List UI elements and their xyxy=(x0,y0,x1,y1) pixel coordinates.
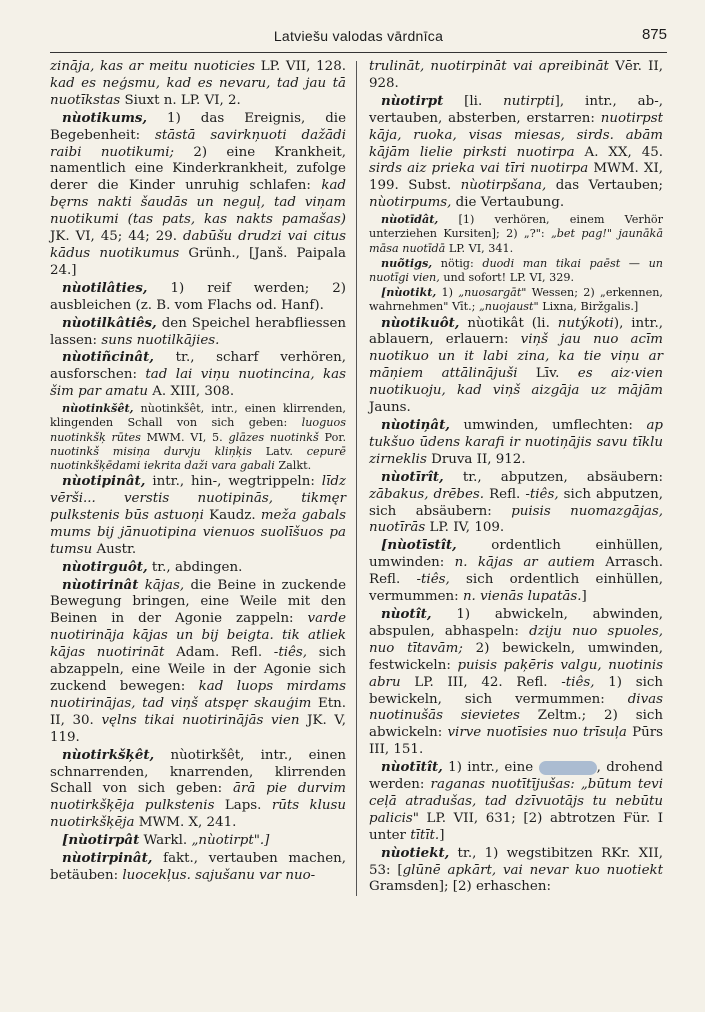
definition-text: Arrasch. Refl. xyxy=(369,555,663,588)
example-text: tad lai viņu nuotincina, kas šim par amatu xyxy=(50,367,346,400)
dictionary-entry xyxy=(369,93,663,212)
definition-text: A. XX, 45. xyxy=(574,144,663,160)
example-text: ārā pie durvim nuotirkšķēja pulkstenis xyxy=(50,781,346,814)
headword: nùotīrît, xyxy=(381,468,444,485)
example-text: nuotirpst kāja, ruoka, visas miesas, sirds. abām kājām lielie pirksti nuotirpa xyxy=(369,110,663,160)
headword: nùotirpt xyxy=(381,92,444,109)
dictionary-entry xyxy=(369,417,663,469)
headword: nuõtigs, xyxy=(381,255,433,270)
example-text: glūnē apkārt, vai nevar kuo nuotiekt xyxy=(402,862,663,878)
example-text: cepurē nuotinkšķēdami iekrita daži vara gabali xyxy=(50,444,346,472)
example-text: kad luops mirdams nuotirinājas, tad viņš atspęr skauģim xyxy=(50,679,346,711)
example-text: n. kājas ar autiem xyxy=(454,555,595,571)
example-text: tītīt. xyxy=(410,827,440,843)
definition-text: Adam. Refl. xyxy=(164,645,274,661)
headword: nùotītît, xyxy=(381,759,443,776)
definition-text: Vēr. II, 928. xyxy=(369,59,663,91)
definition-text: tr., abputzen, absäubern: xyxy=(443,469,663,485)
example-text: vęlns tikai nuotirinājās vien xyxy=(101,712,300,728)
dictionary-entry xyxy=(50,559,346,577)
definition-text: Austr. xyxy=(92,541,137,557)
dictionary-entry xyxy=(50,577,346,747)
dictionary-entry xyxy=(369,285,663,314)
headword: nùotinkšêt, xyxy=(62,401,134,416)
definition-text: tr., scharf verhören, ausforschen: xyxy=(50,350,346,383)
dictionary-entry xyxy=(50,473,346,559)
example-text: zināja, kas ar meitu nuoticies xyxy=(50,59,256,74)
example-text: meža gabals mums bij jānuotipina vienuos suolīšuos pa tumsu xyxy=(50,507,346,557)
definition-text: ] xyxy=(581,589,587,605)
dictionary-entry xyxy=(369,759,663,845)
dictionary-entry xyxy=(50,850,346,885)
definition-text: Lixna, Biržgalis.] xyxy=(538,300,639,314)
headword: nùotiñcinât, xyxy=(62,349,154,366)
definition-text: tr., abdingen. xyxy=(147,559,243,575)
headword: nùotiekt, xyxy=(381,844,450,861)
definition-text: Jauns. xyxy=(369,400,411,416)
headword: nùotilâties, xyxy=(62,279,148,296)
definition-text: LP. VII, 128. xyxy=(255,59,346,74)
definition-text: 1) intr., eine xyxy=(442,760,539,776)
definition-text: Etn. II, 30. xyxy=(50,695,346,728)
left-column xyxy=(50,59,352,896)
headword: [nùotīstît, xyxy=(381,537,457,554)
example-text: rūts klusu nuotirkšķēja xyxy=(50,798,346,831)
dictionary-page xyxy=(0,12,705,1012)
definition-text: nùotikât (li. xyxy=(459,315,558,331)
example-text: dziju nuo spuoles, nuo tītavām; xyxy=(369,623,663,656)
definition-text: die Vertaubung. xyxy=(451,195,565,211)
dictionary-entry xyxy=(50,401,346,473)
example-text: puisis paķēris valgu, nuotinis abru xyxy=(369,657,663,690)
example-text: „bet pag!" jaunākā māsa nuotīdā xyxy=(369,227,663,255)
definition-text: 1) abwickeln, abwinden, abspulen, abhaspeln: xyxy=(369,606,663,639)
example-text: nùotirpšana, xyxy=(460,178,547,194)
example-text: divas nuotinušās sievietes xyxy=(369,691,663,724)
example-text: -tiês, xyxy=(416,572,450,588)
column-divider xyxy=(356,61,357,896)
example-text: -tiês, xyxy=(273,645,308,661)
example-text: kad es neģsmu, kad es nevaru, tad jau tā nuotīkstas xyxy=(50,75,346,108)
right-column xyxy=(361,59,663,896)
headword: nùotirinât xyxy=(62,576,139,593)
definition-text: Latv. xyxy=(251,444,307,458)
dictionary-entry xyxy=(369,212,663,256)
example-text: stāstā savirkņuoti dažādi raibi nuotikumi; xyxy=(50,127,346,160)
definition-text: umwinden, umflechten: xyxy=(449,418,647,434)
dictionary-entry xyxy=(50,349,346,401)
example-text: „nùotirpt".] xyxy=(191,833,270,849)
definition-text: JK. V, 119. xyxy=(50,712,346,745)
definition-text: sich abputzen, sich absäubern: xyxy=(369,486,663,519)
definition-text: 1) reif werden; 2) ausbleichen (z. B. vom Flachs od. Hanf). xyxy=(50,280,346,313)
definition-text: nùotinkšêt, intr., einen klirrenden, klingenden Schall von sich geben: xyxy=(50,402,346,430)
page-header xyxy=(50,12,667,53)
dictionary-entry xyxy=(50,59,346,110)
definition-text: Gramsden]; [2) erhaschen: xyxy=(369,879,551,895)
definition-text: [1) verhören, einem Verhör unterziehen Kursiten]; 2) „?": xyxy=(369,213,663,241)
headword: nùotipinât, xyxy=(62,473,146,490)
dictionary-entry xyxy=(369,606,663,759)
dictionary-entry xyxy=(369,537,663,606)
headword: nùotīdât, xyxy=(381,212,439,227)
definition-text: das Vertauben; xyxy=(546,178,663,194)
dictionary-entry xyxy=(369,845,663,897)
definition-text: nötig: xyxy=(432,256,483,270)
example-text: raganas nuotītījušas: „būtum tevi ceļā atradušas, tad dzīvuotājs tu nebūtu palicis" xyxy=(369,777,663,826)
definition-text: LP. VII, 631; [2) abtrotzen Für. I unter xyxy=(369,810,663,843)
definition-text: 2) eine Krankheit, namentlich eine Kinderkrankheit, zufolge derer die Kinder unruhig schlafen: xyxy=(50,144,347,194)
example-text: līdz vērši... verstis nuotipinās, tikmęr pulkstenis būs astuoņi xyxy=(50,474,346,523)
headword: nùotiņât, xyxy=(381,417,450,434)
example-text: varde nuotirināja kājas un bij beigta. tik atliek kājas nuotirināt xyxy=(50,611,346,661)
headword: [nùotikt, xyxy=(381,285,437,300)
example-text: nuotinkš misiņa durvju kliņķis xyxy=(50,444,252,458)
headword: nùotît, xyxy=(381,605,432,622)
example-text: kad bęrns nakti šaudās un neguļ, tad viņam nuotikumi (tas pats, kas nakts pamašas) xyxy=(50,178,346,228)
definition-text: Grünh., [Janš. Paipala 24.] xyxy=(50,245,347,278)
definition-text: tr., 1) wegstibitzen RKr. XII, 53: [ xyxy=(369,845,663,878)
page-number: 875 xyxy=(641,26,667,43)
running-title: Latviešu valodas vārdnīca xyxy=(273,28,444,44)
headword: [nùotirpât xyxy=(62,832,140,849)
definition-text: 1) sich bewickeln, sich vermummen: xyxy=(369,674,663,707)
definition-text: fakt., vertauben machen, betäuben: xyxy=(50,851,346,883)
definition-text: nùotirkšêt, intr., einen schnarrenden, knarrenden, klirrenden Schall von sich geben: xyxy=(50,747,346,797)
definition-text: sich ordentlich einhüllen, vermummen: xyxy=(369,572,664,605)
definition-text: die Beine in zuckende Bewegung bringen, eine Weile mit den Beinen in der Agonie zappeln: xyxy=(50,577,346,627)
definition-text: Laps. xyxy=(214,798,272,814)
example-text: duodi man tikai paēst — un nuotīgi vien, xyxy=(369,256,663,284)
definition-text: Zalkt. xyxy=(274,458,312,472)
example-text: kājas, xyxy=(144,577,185,593)
definition-text: MWM. X, 241. xyxy=(134,815,237,831)
example-text: viņš jau nuo acīm nuotikuo un it labi zina, ka tie viņu ar māņiem attālinājuši xyxy=(369,332,664,382)
example-text: luoguos nuotinkšķ rūtes xyxy=(50,416,346,444)
dictionary-entry xyxy=(369,469,663,538)
example-text: trulināt, nuotirpināt vai apreibināt xyxy=(369,59,609,74)
headword: nùotikuôt, xyxy=(381,314,460,331)
example-text: glāzes nuotinkš xyxy=(228,430,319,444)
example-text: „nuosargāt" xyxy=(458,286,527,300)
example-text: -tiês, xyxy=(561,674,595,690)
definition-text: LP. IV, 109. xyxy=(425,520,505,536)
definition-text: JK. VI, 45; 44; 29. xyxy=(50,229,183,245)
definition-text: 1) xyxy=(436,286,459,300)
definition-text: und sofort! LP. VI, 329. xyxy=(439,270,575,284)
dictionary-entry xyxy=(50,832,346,850)
definition-text: Wessen; 2) „erkennen, wahrnehmen" Vīt.; xyxy=(369,286,663,314)
example-text: dabūšu drudzi vai citus kādus nuotikumus xyxy=(50,229,346,261)
definition-text: Por. xyxy=(318,430,347,444)
definition-text: ], intr., ab-, vertauben, absterben, erstarren: xyxy=(369,93,663,126)
definition-text: Warkl. xyxy=(139,833,192,849)
two-column-body xyxy=(50,59,667,896)
example-text: es aiz·vien nuotikuoju, kad viņš aizgāja uz mājām xyxy=(369,366,663,399)
example-text: virve nuotīsies nuo trīsuļa xyxy=(447,725,627,741)
headword: nùotirkšķêt, xyxy=(62,746,155,763)
definition-text: Zeltm.; 2) sich abwickeln: xyxy=(369,708,663,741)
definition-text: A. XIII, 308. xyxy=(148,384,235,400)
dictionary-entry xyxy=(369,315,663,417)
definition-text: MWM. XI, 199. Subst. xyxy=(369,161,663,194)
example-text: sirds aiz prieka vai tīri nuotirpa xyxy=(369,161,589,177)
definition-text: ordentlich einhüllen, umwinden: xyxy=(369,538,663,571)
ink-smudge xyxy=(539,761,597,775)
definition-text: Līv. xyxy=(517,366,578,382)
definition-text: LP. III, 42. Refl. xyxy=(400,674,562,690)
definition-text: Kaudz. xyxy=(203,507,261,523)
dictionary-entry xyxy=(369,59,663,93)
definition-text: ] xyxy=(439,827,445,843)
dictionary-entry xyxy=(369,256,663,285)
definition-text: Siuxt n. LP. VI, 2. xyxy=(120,92,241,108)
example-text: nutirpti xyxy=(503,93,555,109)
example-text: suns nuotilkājies. xyxy=(101,332,220,348)
example-text: nutýkoti xyxy=(557,315,614,331)
definition-text: 2) bewickeln, umwinden, festwickeln: xyxy=(369,640,663,673)
definition-text: , drohend werden: xyxy=(369,760,663,793)
example-text: ap tukšuo ūdens karafi ir nuotiņājis savu tīklu zirneklis xyxy=(369,418,663,467)
definition-text: ), intr., ablauern, erlauern: xyxy=(369,315,663,348)
definition-text: Druva II, 912. xyxy=(426,451,526,467)
example-text: luocekļus. sajušanu var nuo- xyxy=(122,867,316,883)
example-text: „nuojaust" xyxy=(479,300,539,314)
definition-text: intr., hin-, wegtrippeln: xyxy=(145,474,322,490)
dictionary-entry xyxy=(50,280,346,315)
dictionary-entry xyxy=(50,747,346,833)
example-text: puisis nuomazgājas, nuotīrās xyxy=(369,503,663,536)
definition-text: den Speichel herabfliessen lassen: xyxy=(50,315,346,348)
example-text: -tiês, xyxy=(525,486,559,502)
definition-text: Refl. xyxy=(484,486,526,502)
headword: nùotirpinât, xyxy=(62,850,153,867)
definition-text: MWM. VI, 5. xyxy=(140,430,229,444)
definition-text: 1) das Ereignis, die Begebenheit: xyxy=(50,110,346,143)
definition-text: sich abzappeln, eine Weile in der Agonie sich zuckend bewegen: xyxy=(50,645,346,695)
headword: nùotikums, xyxy=(62,109,148,126)
example-text: nùotirpums, xyxy=(369,195,452,211)
headword: nùotirguôt, xyxy=(62,558,148,575)
definition-text: LP. VI, 341. xyxy=(445,241,514,255)
definition-text: Pūrs III, 151. xyxy=(369,725,664,758)
headword: nùotilkâtiês, xyxy=(62,314,157,331)
dictionary-entry xyxy=(50,110,346,280)
definition-text: [li. xyxy=(443,93,504,109)
example-text: n. vienās lupatās. xyxy=(462,589,582,605)
dictionary-entry xyxy=(50,315,346,350)
example-text: zābakus, drēbes. xyxy=(369,486,485,502)
